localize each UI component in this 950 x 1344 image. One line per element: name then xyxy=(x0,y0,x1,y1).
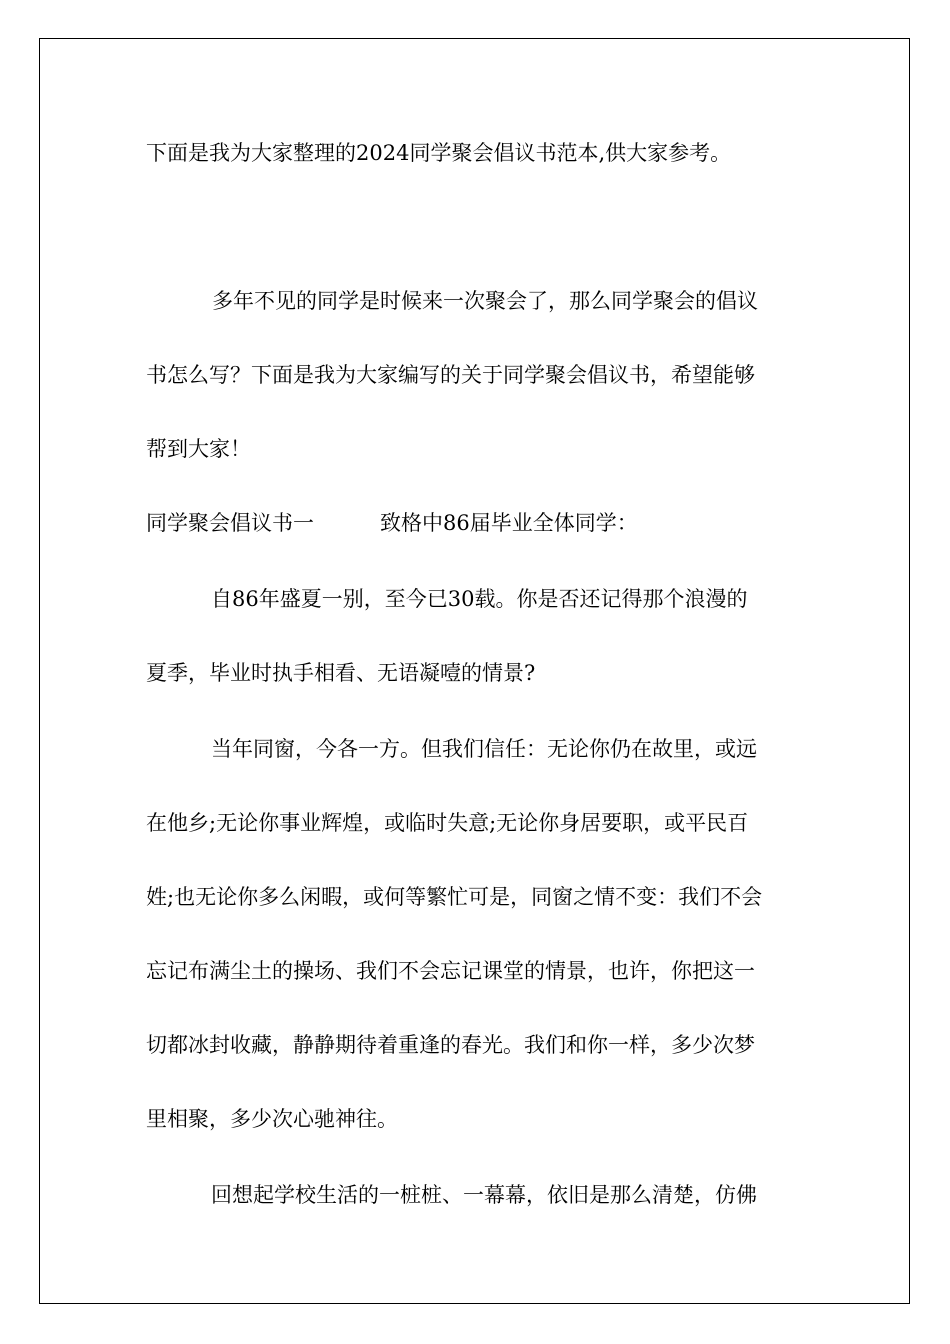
p4-line-1: 回想起学校生活的一桩桩、一幕幕，依旧是那么清楚，仿佛 xyxy=(211,1183,757,1207)
salutation: 致格中86届毕业全体同学： xyxy=(380,511,638,535)
p3-line-5: 切都冰封收藏，静静期待着重逢的春光。我们和你一样，多少次梦 xyxy=(146,1033,755,1057)
heading-line xyxy=(146,508,638,538)
p3-line-2: 在他乡;无论你事业辉煌，或临时失意;无论你身居要职，或平民百 xyxy=(146,811,749,835)
p3-line-3: 姓;也无论你多么闲暇，或何等繁忙可是，同窗之情不变：我们不会 xyxy=(146,885,763,909)
p2-line-1: 自86年盛夏一别，至今已30载。你是否还记得那个浪漫的 xyxy=(211,587,748,611)
p3-line-6: 里相聚，多少次心驰神往。 xyxy=(146,1107,398,1131)
p3-line-1: 当年同窗，今各一方。但我们信任：无论你仍在故里，或远 xyxy=(211,737,757,761)
section-heading: 同学聚会倡议书一 xyxy=(146,511,314,535)
p2-line-2: 夏季，毕业时执手相看、无语凝噎的情景? xyxy=(146,661,536,685)
p1-line-3: 帮到大家！ xyxy=(146,437,251,461)
p1-line-1: 多年不见的同学是时候来一次聚会了，那么同学聚会的倡议 xyxy=(212,289,758,313)
p3-line-4: 忘记布满尘土的操场、我们不会忘记课堂的情景，也许，你把这一 xyxy=(146,959,755,983)
intro-line: 下面是我为大家整理的2024同学聚会倡议书范本,供大家参考。 xyxy=(146,141,732,165)
p1-line-2: 书怎么写？下面是我为大家编写的关于同学聚会倡议书，希望能够 xyxy=(146,363,755,387)
